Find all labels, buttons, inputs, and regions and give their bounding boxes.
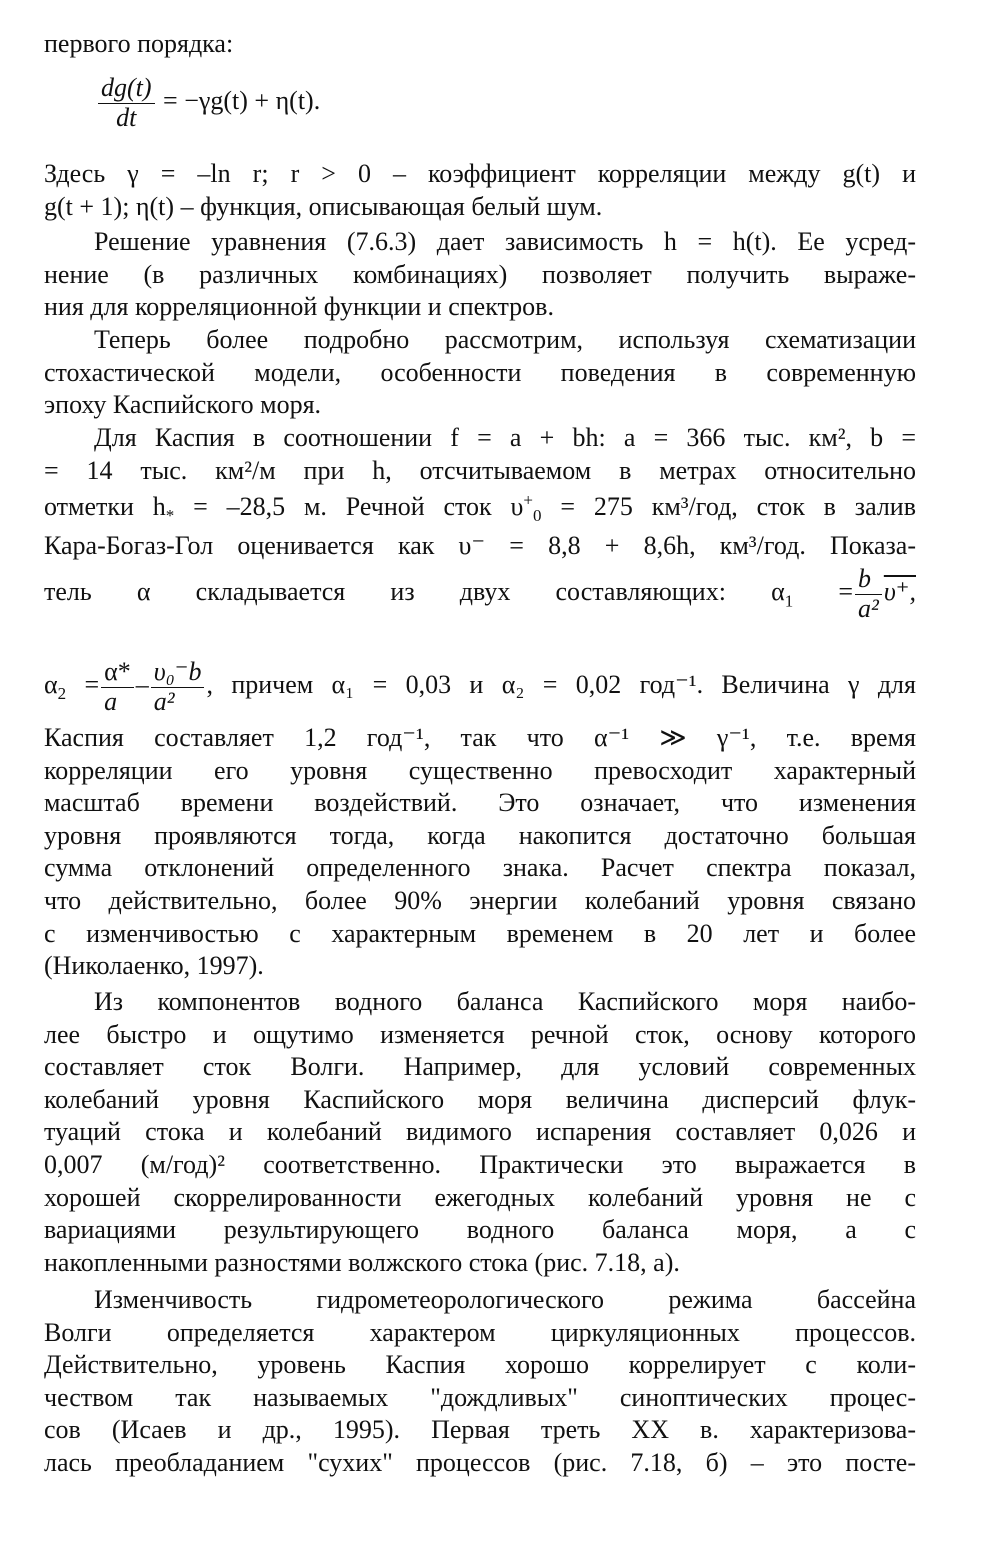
paragraph-solution — [44, 226, 916, 324]
text-line: Изменчивость гидрометеорологического режима бассейна — [94, 1285, 916, 1314]
text-line: хорошей скоррелированности ежегодных колебаний уровня не с — [44, 1182, 916, 1212]
paragraph-definitions — [44, 158, 916, 223]
text-line: Теперь более подробно рассмотрим, используя схематизации — [94, 325, 916, 354]
text-line: Из компонентов водного баланса Каспийского моря наибо- — [94, 987, 916, 1016]
text-line: лась преобладанием "сухих" процессов (рис. 7.18, б) – это посте- — [44, 1447, 916, 1477]
paragraph-caspian-parameters-b — [44, 655, 916, 716]
equation — [96, 74, 696, 132]
text-segment: отметки h — [44, 492, 166, 522]
text-line: эпоху Каспийского моря. — [44, 390, 322, 420]
superscript: + — [523, 490, 534, 510]
text-line: чеством так называемых "дождливых" синоптических процес- — [44, 1382, 916, 1412]
text-line: первого порядка: — [44, 29, 234, 58]
text-segment: = –28,5 м. Речной сток υ — [174, 492, 524, 522]
paragraph-caspian-parameters-c — [44, 722, 916, 983]
text-line: масштаб времени воздействий. Это означает, что изменения — [44, 788, 916, 818]
text-line: стохастической модели, особенности поведения в современную — [44, 357, 916, 387]
text-line: корреляции его уровня существенно превосходит характерный — [44, 755, 916, 785]
text-line: с изменчивостью с характерным временем в 20 лет и более — [44, 918, 916, 948]
equation-rhs: = −γg(t) + η(t). — [163, 86, 321, 116]
fraction-denominator: a² — [153, 686, 175, 716]
text-line: сов (Исаев и др., 1995). Первая треть XX в. характеризова- — [44, 1415, 916, 1445]
text-segment: тель α складывается из двух составляющих: α — [44, 577, 785, 607]
alpha2-fraction-2 — [151, 658, 205, 716]
text-line: Для Каспия в соотношении f = a + bh: a = 366 тыс. км², b = — [94, 423, 916, 452]
text-segment: – — [135, 670, 149, 699]
equation-denominator: dt — [116, 102, 137, 132]
subscript: * — [165, 506, 175, 526]
text-line: Кара-Богаз-Гол оценивается как υ⁻ = 8,8 + 8,6h, км³/год. Показа- — [44, 531, 916, 561]
text-line — [44, 565, 916, 623]
text-line: уровня проявляются тогда, когда накопится достаточно большая — [44, 820, 916, 850]
text-segment: = — [793, 577, 854, 607]
text-line: Здесь γ = –ln r; r > 0 – коэффициент корреляции между g(t) и — [44, 159, 916, 188]
text-line: Действительно, уровень Каспия хорошо коррелирует с коли- — [44, 1350, 916, 1380]
paragraph-volga-circulation — [44, 1284, 916, 1480]
text-line — [44, 655, 916, 716]
text-line: что действительно, более 90% энергии колебаний уровня связано — [44, 885, 916, 915]
fraction-numerator: b — [855, 565, 882, 595]
text-line: Решение уравнения (7.6.3) дает зависимость h = h(t). Ее усред- — [94, 227, 916, 256]
alpha1-fraction — [855, 565, 882, 623]
alpha2-fraction-1 — [101, 658, 134, 716]
text-segment: = — [66, 670, 100, 699]
equation-fraction — [98, 74, 155, 132]
text-line: = 14 тыс. км²/м при h, отсчитываемом в метрах относительно — [44, 455, 916, 485]
text-segment: υ⁺, — [883, 577, 916, 607]
text-line: лее быстро и ощутимо изменяется речной сток, основу которого — [44, 1019, 916, 1049]
fraction-denominator: a² — [858, 593, 879, 623]
subscript: 0 — [533, 506, 542, 526]
text-segment: , причем α₁ = 0,03 и α₂ = 0,02 год⁻¹. Величина γ для — [206, 670, 916, 699]
text-line: туаций стока и колебаний видимого испарения составляет 0,026 и — [44, 1117, 916, 1147]
text-line: (Николаенко, 1997). — [44, 951, 264, 981]
paragraph-water-balance — [44, 986, 916, 1279]
text-line: 0,007 (м/год)² соответственно. Практически это выражается в — [44, 1149, 916, 1179]
equation-numerator: dg(t) — [98, 74, 155, 104]
text-line: Каспия составляет 1,2 год⁻¹, так что α⁻¹ ≫ γ⁻¹, т.е. время — [44, 723, 916, 752]
text-line: колебаний уровня Каспийского моря величина дисперсий флук- — [44, 1084, 916, 1114]
subscript: 2 — [57, 684, 67, 704]
text-line: Волги определяется характером циркуляционных процессов. — [44, 1317, 916, 1347]
fraction-numerator: α* — [101, 658, 134, 688]
text-line: накопленными разностями волжского стока (рис. 7.18, а). — [44, 1247, 680, 1277]
text-line: ния для корреляционной функции и спектров. — [44, 292, 554, 322]
text-line: вариациями результирующего водного баланса моря, а с — [44, 1215, 916, 1245]
text-line: нение (в различных комбинациях) позволяет получить выраже- — [44, 259, 916, 289]
text-line: сумма отклонений определенного знака. Расчет спектра показал, — [44, 853, 916, 883]
paragraph-model — [44, 324, 916, 422]
paragraph-caspian-parameters-a — [44, 422, 916, 623]
text-line: составляет сток Волги. Например, для условий современных — [44, 1052, 916, 1082]
text-line: g(t + 1); η(t) – функция, описывающая белый шум. — [44, 191, 603, 221]
text-segment: α — [44, 670, 58, 699]
page-header-text — [44, 28, 916, 61]
fraction-numerator: υ₀⁻b — [151, 658, 205, 688]
subscript: 1 — [784, 591, 794, 611]
text-line — [44, 487, 916, 527]
text-segment: = 275 км³/год, сток в залив — [541, 492, 916, 522]
fraction-denominator: a — [104, 686, 118, 716]
